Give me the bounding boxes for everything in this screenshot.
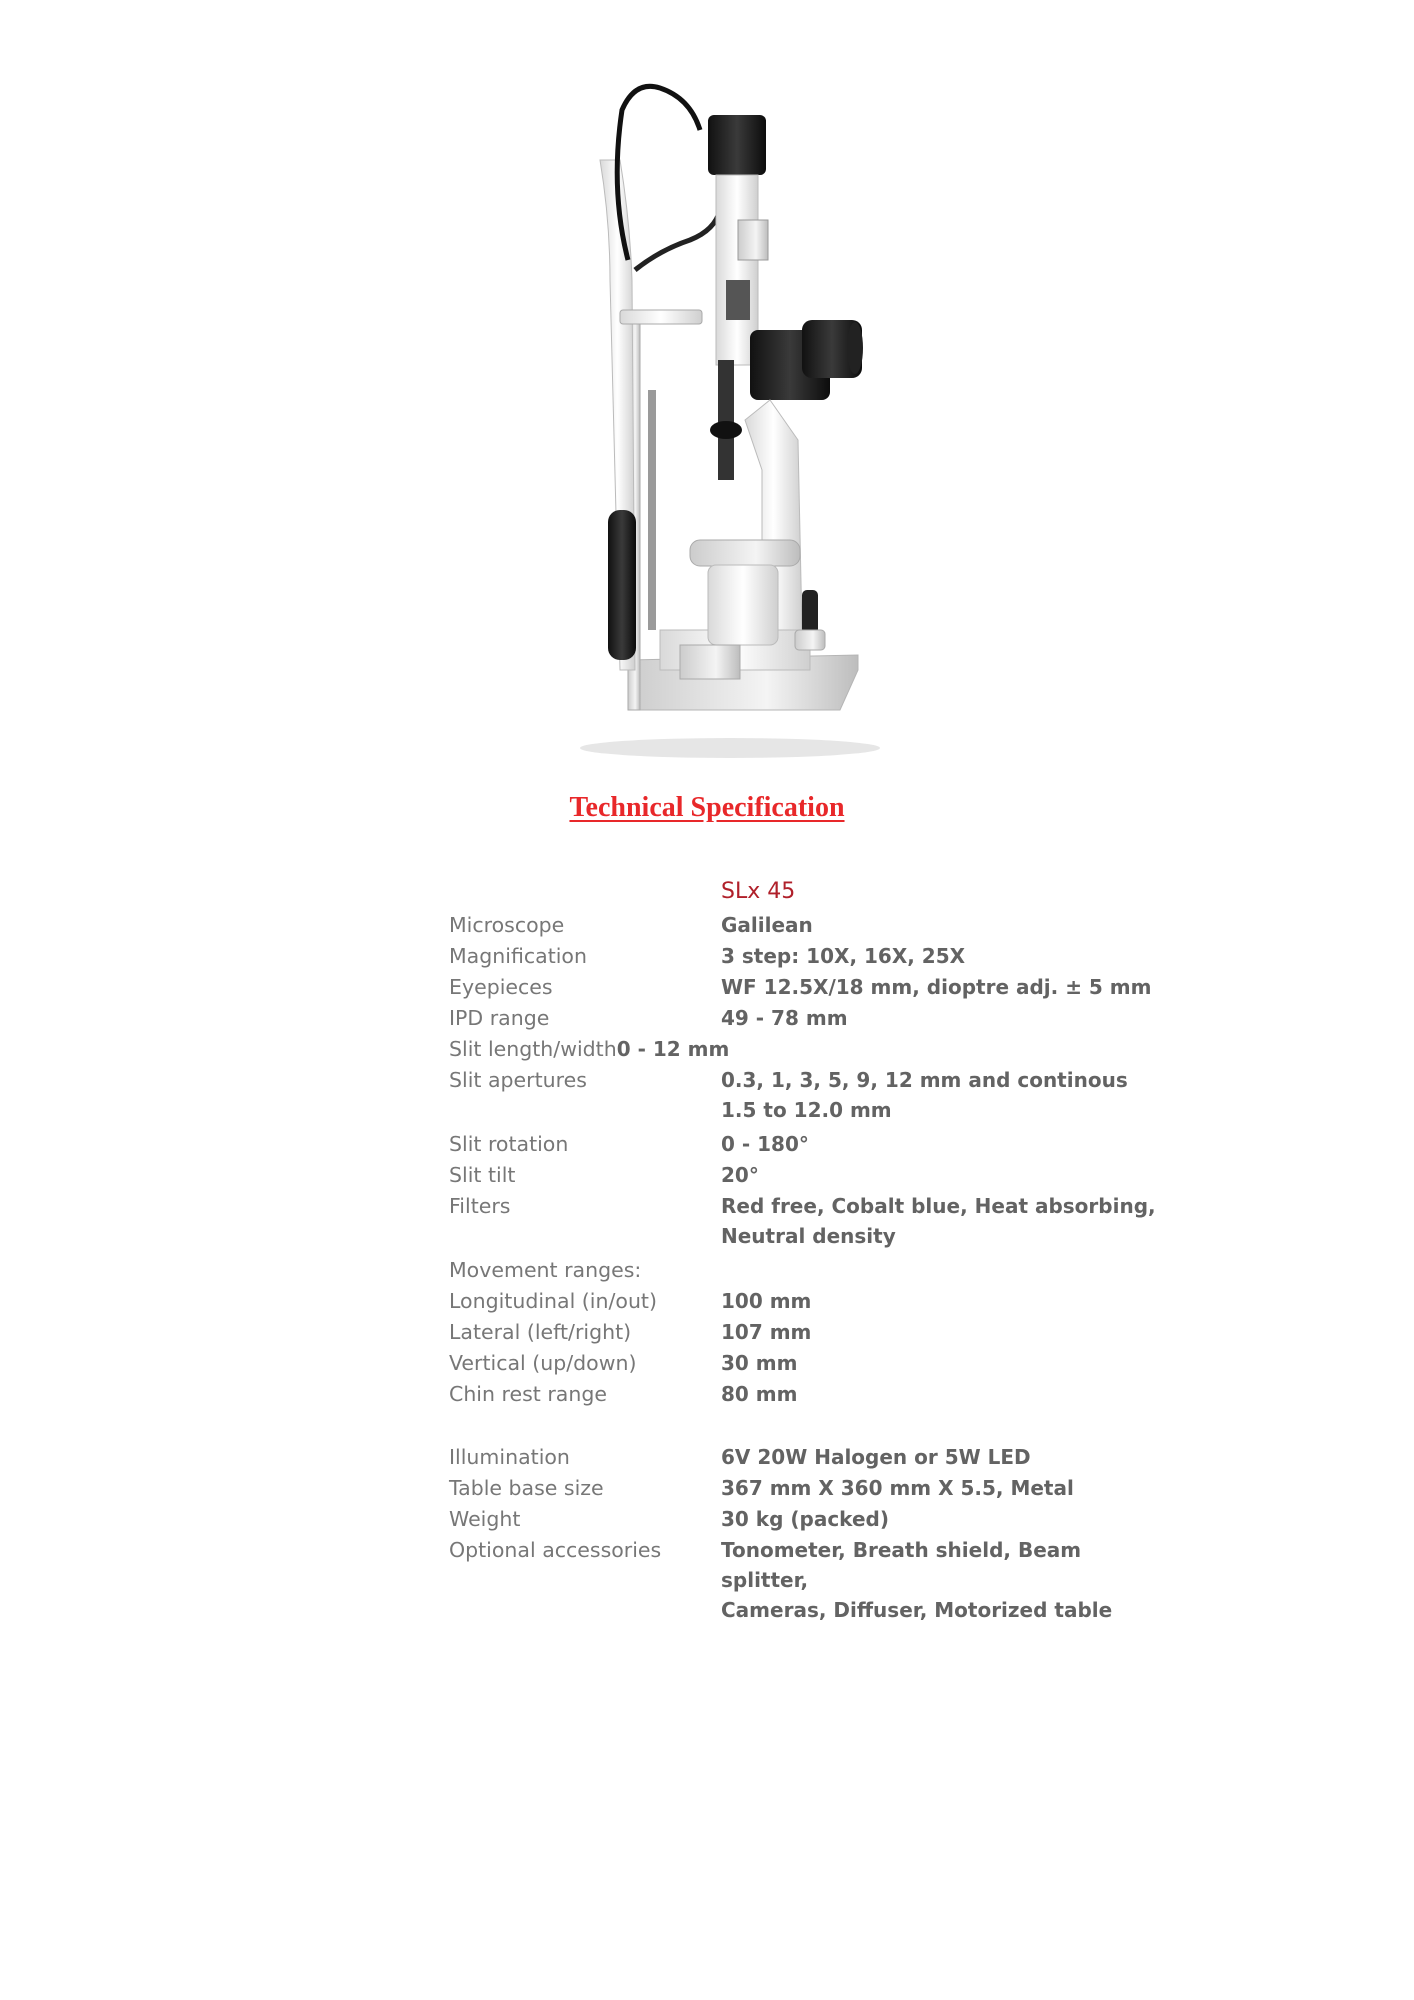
spec-row-slit-rotation: [449, 1129, 1169, 1160]
spec-value: 49 - 78 mm: [721, 1006, 848, 1030]
spec-section-label: Movement ranges:: [449, 1258, 642, 1282]
page-title: Technical Specification: [569, 792, 845, 823]
spec-row-table-base-size: [449, 1473, 1169, 1504]
spec-value: Galilean: [721, 913, 813, 937]
spec-value: 20°: [721, 1163, 759, 1187]
spec-label: Slit apertures: [449, 1068, 587, 1092]
spec-value: 0 - 12 mm: [616, 1037, 730, 1061]
spec-label: Slit tilt: [449, 1163, 516, 1187]
spec-label: Table base size: [449, 1476, 604, 1500]
spec-label: Longitudinal (in/out): [449, 1289, 657, 1313]
spec-row-illumination: [449, 1442, 1169, 1473]
spec-row-lateral: [449, 1317, 1169, 1348]
spec-label: Eyepieces: [449, 975, 553, 999]
spec-label: Lateral (left/right): [449, 1320, 632, 1344]
spec-label: Magnification: [449, 944, 587, 968]
spec-label: Microscope: [449, 913, 565, 937]
slit-lamp-product-image: [540, 70, 920, 770]
spec-row-slit-apertures: [449, 1065, 1169, 1125]
spec-value: 107 mm: [721, 1320, 812, 1344]
spec-label: Slit rotation: [449, 1132, 569, 1156]
spec-value: [721, 1065, 1169, 1125]
model-name: SLx 45: [721, 879, 796, 904]
spec-value: 80 mm: [721, 1382, 798, 1406]
spec-label: Chin rest range: [449, 1382, 607, 1406]
spec-value: WF 12.5X/18 mm, dioptre adj. ± 5 mm: [721, 975, 1152, 999]
spec-value: 30 mm: [721, 1351, 798, 1375]
spec-label: Vertical (up/down): [449, 1351, 637, 1375]
spec-row-filters: [449, 1191, 1169, 1251]
spec-row-slit-length-width: [449, 1034, 1169, 1065]
spec-value-line: Red free, Cobalt blue, Heat absorbing,: [721, 1194, 1156, 1218]
spec-value: [721, 1191, 1169, 1251]
spec-value-line: Neutral density: [721, 1224, 896, 1248]
spec-row-ipd-range: [449, 1003, 1169, 1034]
spec-row-microscope: [449, 910, 1169, 941]
spec-row-vertical: [449, 1348, 1169, 1379]
spec-value-line: Tonometer, Breath shield, Beam splitter,: [721, 1538, 1082, 1592]
spec-row-longitudinal: [449, 1286, 1169, 1317]
spec-value-line: 0.3, 1, 3, 5, 9, 12 mm and continous: [721, 1068, 1128, 1092]
spec-row-eyepieces: [449, 972, 1169, 1003]
spec-row-weight: [449, 1504, 1169, 1535]
spec-value: 6V 20W Halogen or 5W LED: [721, 1445, 1031, 1469]
spec-row-optional-accessories: [449, 1535, 1169, 1625]
spec-label: IPD range: [449, 1006, 550, 1030]
spec-value-line: 1.5 to 12.0 mm: [721, 1098, 892, 1122]
spec-label: Weight: [449, 1507, 521, 1531]
spec-value-line: Cameras, Diffuser, Motorized table: [721, 1598, 1113, 1622]
spec-value: 100 mm: [721, 1289, 812, 1313]
spec-label: Optional accessories: [449, 1538, 662, 1562]
spec-row-movement-ranges: [449, 1255, 1169, 1286]
spec-row-magnification: [449, 941, 1169, 972]
spec-value: 367 mm X 360 mm X 5.5, Metal: [721, 1476, 1074, 1500]
spec-row-slit-tilt: [449, 1160, 1169, 1191]
spec-value: 3 step: 10X, 16X, 25X: [721, 944, 966, 968]
spec-row-chin-rest-range: [449, 1379, 1169, 1410]
spec-label: Slit length/width: [449, 1037, 617, 1061]
spec-label: Filters: [449, 1194, 511, 1218]
spec-value: 30 kg (packed): [721, 1507, 889, 1531]
spec-table: [449, 874, 1169, 1625]
spec-value: [721, 1535, 1169, 1625]
spec-value: 0 - 180°: [721, 1132, 809, 1156]
spec-label: Illumination: [449, 1445, 570, 1469]
